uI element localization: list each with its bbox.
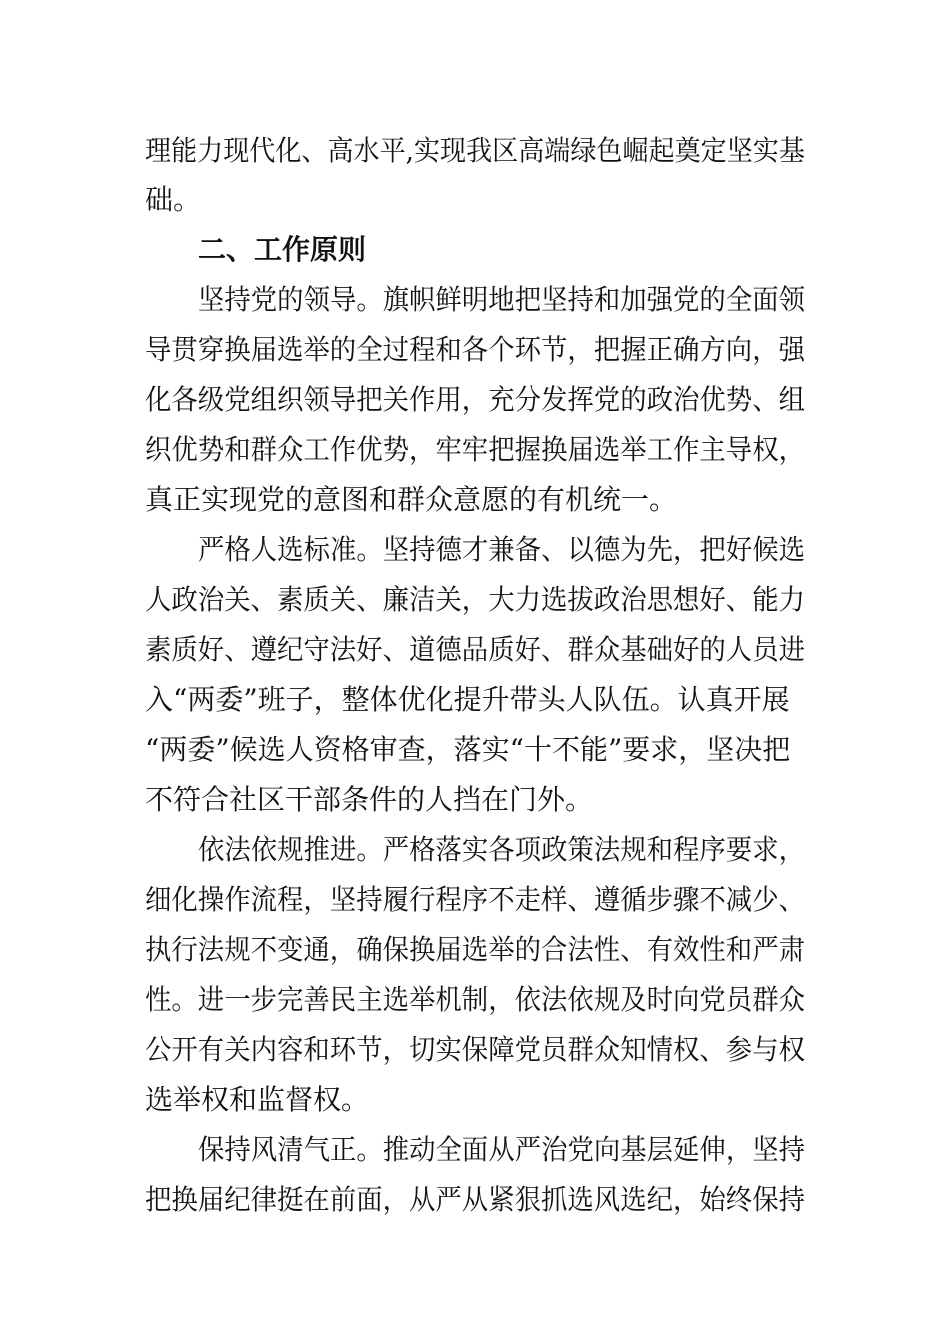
text-line: 把换届纪律挺在前面，从严从紧狠抓选风选纪，始终保持 bbox=[145, 1183, 806, 1216]
text-line: 执行法规不变通，确保换届选举的合法性、有效性和严肃 bbox=[145, 933, 806, 966]
text-line: 人政治关、素质关、廉洁关，大力选拔政治思想好、能力 bbox=[145, 583, 806, 616]
text-line: 严格人选标准。坚持德才兼备、以德为先，把好候选 bbox=[198, 533, 806, 566]
text-line: “两委”候选人资格审查，落实“十不能”要求，坚决把 bbox=[145, 733, 791, 766]
text-line: 坚持党的领导。旗帜鲜明地把坚持和加强党的全面领 bbox=[198, 283, 806, 316]
section-heading: 二、工作原则 bbox=[198, 233, 367, 266]
text-line: 细化操作流程，坚持履行程序不走样、遵循步骤不减少、 bbox=[145, 883, 806, 916]
text-line: 保持风清气正。推动全面从严治党向基层延伸，坚持 bbox=[198, 1133, 806, 1166]
text-line: 础。 bbox=[145, 183, 202, 216]
text-line: 依法依规推进。严格落实各项政策法规和程序要求， bbox=[198, 833, 806, 866]
text-line: 不符合社区干部条件的人挡在门外。 bbox=[145, 783, 594, 816]
text-line: 真正实现党的意图和群众意愿的有机统一。 bbox=[145, 483, 678, 516]
text-line: 化各级党组织领导把关作用，充分发挥党的政治优势、组 bbox=[145, 383, 806, 416]
text-line: 导贯穿换届选举的全过程和各个环节，把握正确方向，强 bbox=[145, 333, 806, 366]
text-line: 公开有关内容和环节，切实保障党员群众知情权、参与权 bbox=[145, 1033, 806, 1066]
text-line: 织优势和群众工作优势，牢牢把握换届选举工作主导权， bbox=[145, 433, 806, 466]
text-line: 素质好、遵纪守法好、道德品质好、群众基础好的人员进 bbox=[145, 633, 806, 666]
text-line: 入“两委”班子，整体优化提升带头人队伍。认真开展 bbox=[145, 683, 790, 716]
text-line: 性。进一步完善民主选举机制，依法依规及时向党员群众 bbox=[145, 983, 806, 1016]
text-line: 选举权和监督权。 bbox=[145, 1083, 370, 1116]
text-line: 理能力现代化、高水平,实现我区高端绿色崛起奠定坚实基 bbox=[145, 134, 805, 167]
